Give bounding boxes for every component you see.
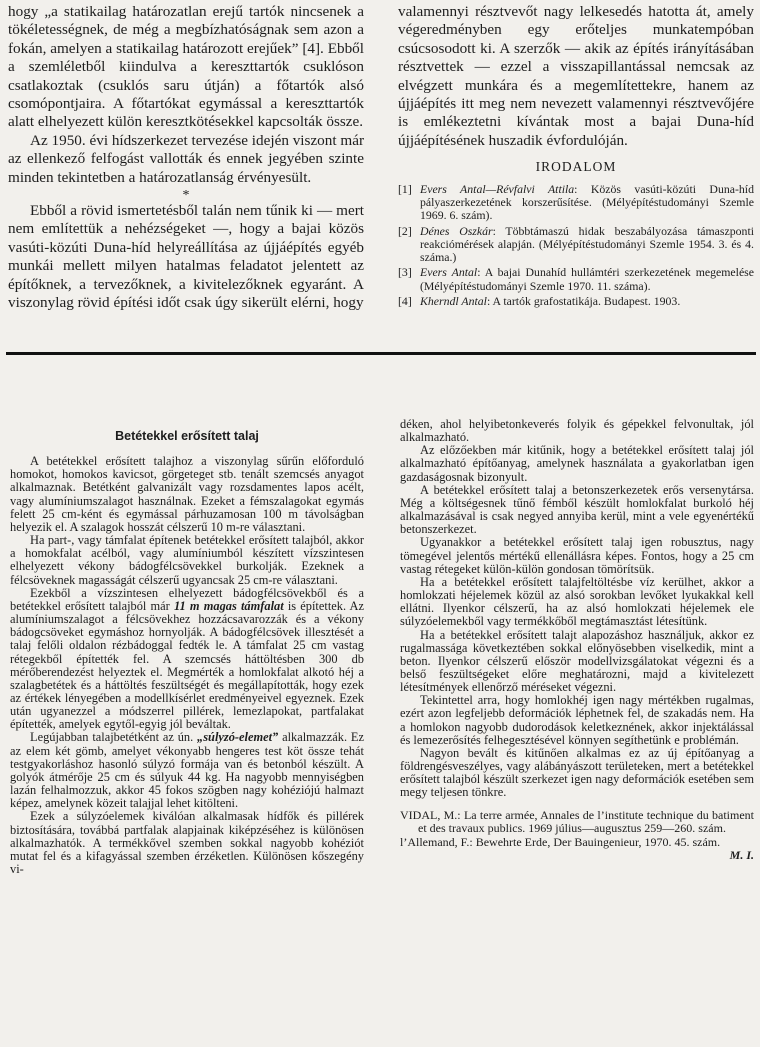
reference-authors: Dénes Oszkár	[420, 223, 493, 238]
paragraph: Ebből a rövid ismertetésből talán nem tűnik ki — mert nem említettük a nehézségeket —, hogy a bajai közös vasúti-közúti Duna-híd helyreállítása az újjáépítés egyéb munkái mellett milyen hatalmas feladatot jelentett az építőknek, a tervezőknek, a kivitelezőknek egyaránt. A viszonylag rövid építési időt csak úgy sikerült elérni, hogy	[8, 202, 364, 312]
article-title: Betétekkel erősített talaj	[115, 429, 259, 443]
reference-list	[398, 183, 754, 309]
paragraph: Ugyanakkor a betétekkel erősített talaj igen robusztus, nagy tömegével jelentős mértékű ellenállásra képes. Fontos, hogy a 25 cm vastag rétegeket külön-külön gondosan tömörítsük.	[400, 535, 754, 576]
reference-text	[420, 295, 754, 308]
text-run: Ezekből a vízszintesen elhelyezett bádogfélcsövekből és a betétekkel erősített talajból már	[10, 585, 364, 613]
citation-item	[400, 836, 754, 849]
bottom-left-column	[10, 430, 364, 876]
paragraph: Ha a betétekkel erősített talajfeltöltésbe víz kerülhet, akkor a homlokzati héjelemek közül az alsó sorokban levőket lyukakkal kell ellátni. Ilyenkor célszerű, ha az alsó homlokzati héjelemek ele súlyzóelemekből vagy termékkőből megtámasztást létesítünk.	[400, 574, 754, 629]
section-divider	[6, 352, 756, 355]
citation-text: Bewehrte Erde, Der Bauingenieur, 1970. 45. szám.	[472, 834, 721, 849]
author-initials: M. I.	[729, 848, 754, 863]
paragraph: A betétekkel erősített talajhoz a viszonylag sűrűn előforduló homokot, homokos kavicsot, görgeteget stb. tenált szemcsés anyagot alkalmaznak. Betétként galvanizált vagy rozsdamentes lapos acélt, vagy alumíniumszalagot használnak. Ezeket a fémszalagokat egymás felett 25 cm-ként és egymással párhuzamosan 100 m távolságban helyezik el. A szalagok hosszát célszerű 10 m-re választani.	[10, 454, 364, 534]
reference-item	[398, 266, 754, 293]
emphasis: 11 m magas támfalat	[174, 598, 284, 613]
paragraph: Az 1950. évi hídszerkezet tervezése idején viszont már az ellenkező felfogást vallották és ennek jegyében szinte minden tekintetben a határozatlanság érvényesült.	[8, 131, 364, 186]
reference-authors: Evers Antal	[420, 265, 478, 280]
reference-text	[420, 183, 754, 223]
paragraph: Ezek a súlyzóelemek kiválóan alkalmasak hídfők és pillérek biztosítására, továbbá partfalak alapjainak kiképzéséhez is különösen alkalmazhatók. A termékkővel szemben sokkal nagyobb kohéziót mutat fel és a kifagyással szemben érzéketlen. Különösen kőszegény vi-	[10, 809, 364, 876]
text-run: Legújabban talajbetétként az ún.	[30, 730, 198, 745]
paragraph: A betétekkel erősített talaj a betonszerkezetek erős versenytársa. Még a költségesnek tűnő fémből készült homlokfalat burkoló héj alkalmazásával is csak negyed annyiba kerül, mint a vele egyenértékű betonszerkezet.	[400, 482, 754, 537]
paragraph: Ha a betétekkel erősített talajt alapozáshoz használjuk, akkor ez rugalmassága következtében sokkal előnyösebben viselkedik, mint a beton. Ilyenkor célszerű először modellvizsgálatokat végezni és a belső feszültségeket előre meghatározni, majd a kivitelezett létesítmények ellenőrző méréseket végezni.	[400, 627, 754, 695]
citation-author: VIDAL, M.:	[400, 807, 461, 822]
reference-text	[420, 266, 754, 293]
reference-title: : A bajai Dunahíd hullámtéri szerkezetének megemelése (Mélyépítéstudományi Szemle 1970. 11. száma).	[420, 265, 755, 293]
reference-item	[398, 183, 754, 223]
reference-authors: Kherndl Antal	[420, 294, 487, 309]
reference-item	[398, 295, 754, 308]
reference-title: : Többtámaszú hidak beszabályozása támaszponti reakciómérések alapján. (Mélyépítéstudományi Szemle 1954. 3. és 4. száma.)	[420, 223, 754, 265]
bottom-right-column	[400, 418, 754, 862]
emphasis: „súlyzó-elemet”	[197, 730, 279, 745]
reference-item	[398, 225, 754, 265]
top-left-column	[8, 3, 364, 313]
reference-text	[420, 225, 754, 265]
reference-title: : Közös vasúti-közúti Duna-híd pályaszerkezetének korszerűsítése. (Mélyépítéstudományi Szemle 1969. 6. szám).	[420, 181, 754, 223]
paragraph: Az előzőekben már kitűnik, hogy a betétekkel erősített talaj jól alkalmazható építőanyag, amelynek használata a gyakorlatban igen gazdaságosnak bizonyult.	[400, 443, 754, 484]
paragraph: Ha part-, vagy támfalat építenek betétekkel erősített talajból, akkor a homokfalat acélból, vagy alumíniumból készített vízszintesen elhelyezett vékony bádogfélcsövekkel burkolják. Ezeknek a félcsöveknek magasságát célszerű ugyancsak 25 cm-re választani.	[10, 533, 364, 587]
references-heading: IRODALOM	[535, 159, 617, 175]
paragraph: Tekintettel arra, hogy homlokhéj igen nagy mértékben rugalmas, ezért azon legfeljebb deformációk léphetnek fel, de szakadás nem. Ha a homlokon nagyobb dudorodások keletkeznének, akkor injektálással és lemezerősítés felhegesztésével könnyen segíthetünk e problémán.	[400, 693, 754, 747]
top-right-column	[398, 3, 754, 310]
paragraph: hogy „a statikailag határozatlan erejű tartók nincsenek a tökéletességnek, de még a megbízhatóságnak sem azon a fokán, amelyen a statikailag határozott erejűek” [4]. Ebből a szemléletből kiindulva a kereszttartók csuklóson csatlakoztak (csuklós saru útján) a főtartók alsó csomópontjaira. A főtartókat egymással a kereszttartók alatt elhelyezett külön keresztkötésekkel kapcsolták össze.	[8, 3, 364, 131]
citation-item	[400, 809, 754, 835]
text-run: is építettek. Az alumíniumszalagot a félcsövekhez hozzácsavarozzák és a vékony bádogcsöveket egymáshoz hornyolják. A bádogfélcsövek illesztését a talaj felőli oldalon rézbádoggal fedték le. A támfalat 25 cm vastag rétegekből építették fel. A szemcsés háttöltésben 300 db mérőberendezést helyeztek el. Megmérték a homlokfalat alkotó héj a szalagbetétek és a háttöltés feszültségét és megállapították, hogy ezek az értékek lényegében a modellkísérlet eredményeivel egyeznek. Ezek után ugyanezzel a módszerrel pillérek, lemezlapokat, partfalakat építették, amelyek egytől-egyig jól beváltak.	[10, 598, 365, 732]
citation-list	[400, 809, 754, 863]
section-separator: *	[182, 188, 190, 204]
reference-number: [1]	[398, 181, 412, 196]
text-run: alkalmazzák. Ez az elem két gömb, amelyet vékonyabb hengeres test köt össze tehát testgyakorláshoz hasonló súlyzó formája van és betonból készült. A golyók átmérője 25 cm és súlyuk 44 kg. Ha nagyobb mennyiségben lazán felhalmozzuk, akkor 45 fokos szögben nagy kohéziójú halmazt képez, amelynek közeit talajjal lehet kitölteni.	[10, 730, 364, 811]
reference-number: [3]	[398, 265, 412, 280]
reference-authors: Evers Antal—Révfalvi Attila	[420, 181, 575, 196]
paragraph: valamennyi résztvevőt nagy lelkesedés hatotta át, amely végeredményben egy erőteljes munkatempóban csúcsosodott ki. A szerzők — akik az építés irányításában résztvettek — ezzel a visszapillantással nemcsak az elvégzett munkára és a megemlítettekre, hanem az újjáépítés itt meg nem nevezett valamennyi résztvevőjére is emlékeztetni kívántak most a bajai Duna-híd újjáépítésének huszadik évfordulóján.	[398, 3, 754, 149]
reference-number: [4]	[398, 294, 412, 309]
paragraph	[10, 587, 364, 732]
reference-title: : A tartók grafostatikája. Budapest. 1903.	[486, 294, 681, 309]
citation-text: La terre armée, Annales de l’institute technique du batiment et des travaux publics. 1969 július—augusztus 259—260. szám.	[418, 807, 754, 835]
paragraph: Nagyon bevált és kitűnően alkalmas ez az új építőanyag a földrengésveszélyes, vagy alábányászott területeken, mert a betétekkel erősített talajból készült szerkezet igen nagy deformációk esetében sem megy teljesen tönkre.	[400, 745, 754, 800]
paragraph	[10, 731, 364, 810]
citation-author: l’Allemand, F.:	[400, 834, 473, 849]
paragraph: déken, ahol helyibetonkeverés folyik és gépekkel felvonultak, jól alkalmazható.	[400, 417, 754, 445]
reference-number: [2]	[398, 223, 412, 238]
